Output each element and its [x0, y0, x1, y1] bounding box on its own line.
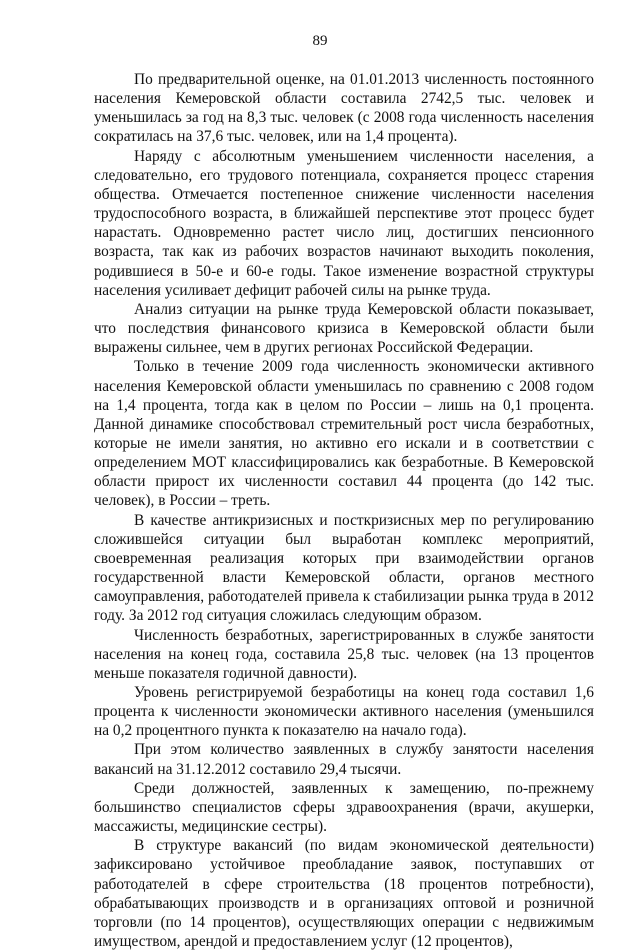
paragraph-unemployment-rate: Уровень регистрируемой безработицы на конец года составил 1,6 процента к численности экономически активного населения (уменьшился на 0,2 процентного пункта к показателю на начало года). [94, 684, 594, 740]
paragraph-population-estimate: По предварительной оценке, на 01.01.2013 численность постоянного населения Кемеровской области составила 2742,5 тыс. человек и уменьшилась за год на 8,3 тыс. человек (с 2008 года численность населения сократилась на 37,6 тыс. человек, или на 1,4 процента). [94, 71, 594, 146]
page-number: 89 [312, 33, 328, 49]
paragraph-labor-market-analysis: Анализ ситуации на рынке труда Кемеровской области показывает, что последствия финансового кризиса в Кемеровской области были выражены сильнее, чем в других регионах Российской Федерации. [94, 300, 594, 357]
paragraph-2009-dynamics: Только в течение 2009 года численность экономически активного населения Кемеровской области уменьшилась по сравнению с 2008 годом на 1,4 процента, тогда как в целом по России – лишь на 0,1 процента. Данной динамике способствовал стремительный рост числа безработных, которые не имели занятия, но активно его искали и в соответствии с определением МОТ классифицировались как безработные. В Кемеровской области прирост их численности составил 44 процента (до 142 тыс. человек), в России – треть. [94, 358, 594, 510]
paragraph-unemployed-count: Численность безработных, зарегистрированных в службе занятости населения на конец года, составила 25,8 тыс. человек (на 13 процентов меньше показателя годичной давности). [94, 626, 594, 682]
paragraph-positions: Среди должностей, заявленных к замещению, по-прежнему большинство специалистов сферы здравоохранения (врачи, акушерки, массажисты, медицинские сестры). [94, 779, 594, 836]
paragraph-aging: Наряду с абсолютным уменьшением численности населения, а следовательно, его трудового потенциала, сохраняется процесс старения общества. Отмечается постепенное снижение численности населения трудоспособного возраста, в ближайшей перспективе этот процесс будет нарастать. Одновременно растет число лиц, достигших пенсионного возраста, так как из рабочих возрастов начинают выходить поколения, родившиеся в 50-е и 60-е годы. Такое изменение возрастной структуры населения усиливает дефицит рабочей силы на рынке труда. [94, 147, 594, 299]
paragraph-anticrisis-measures: В качестве антикризисных и посткризисных мер по регулированию сложившейся ситуации был выработан комплекс мероприятий, своевременная реализация которых при взаимодействии органов государственной власти Кемеровской области, органов местного самоуправления, работодателей привела к стабилизации рынка труда в 2012 году. За 2012 год ситуация сложилась следующим образом. [94, 511, 594, 625]
document-body [94, 70, 594, 951]
paragraph-vacancy-structure: В структуре вакансий (по видам экономической деятельности) зафиксировано устойчивое преобладание заявок, поступавших от работодателей в сфере строительства (18 процентов потребности), обрабатывающих производств и в организациях оптовой и розничной торговли (по 14 процентов), осуществляющих операции с недвижимым имуществом, арендой и предоставлением услуг (12 процентов), [94, 837, 594, 951]
paragraph-vacancies: При этом количество заявленных в службу занятости населения вакансий на 31.12.2012 составило 29,4 тысячи. [94, 741, 594, 778]
